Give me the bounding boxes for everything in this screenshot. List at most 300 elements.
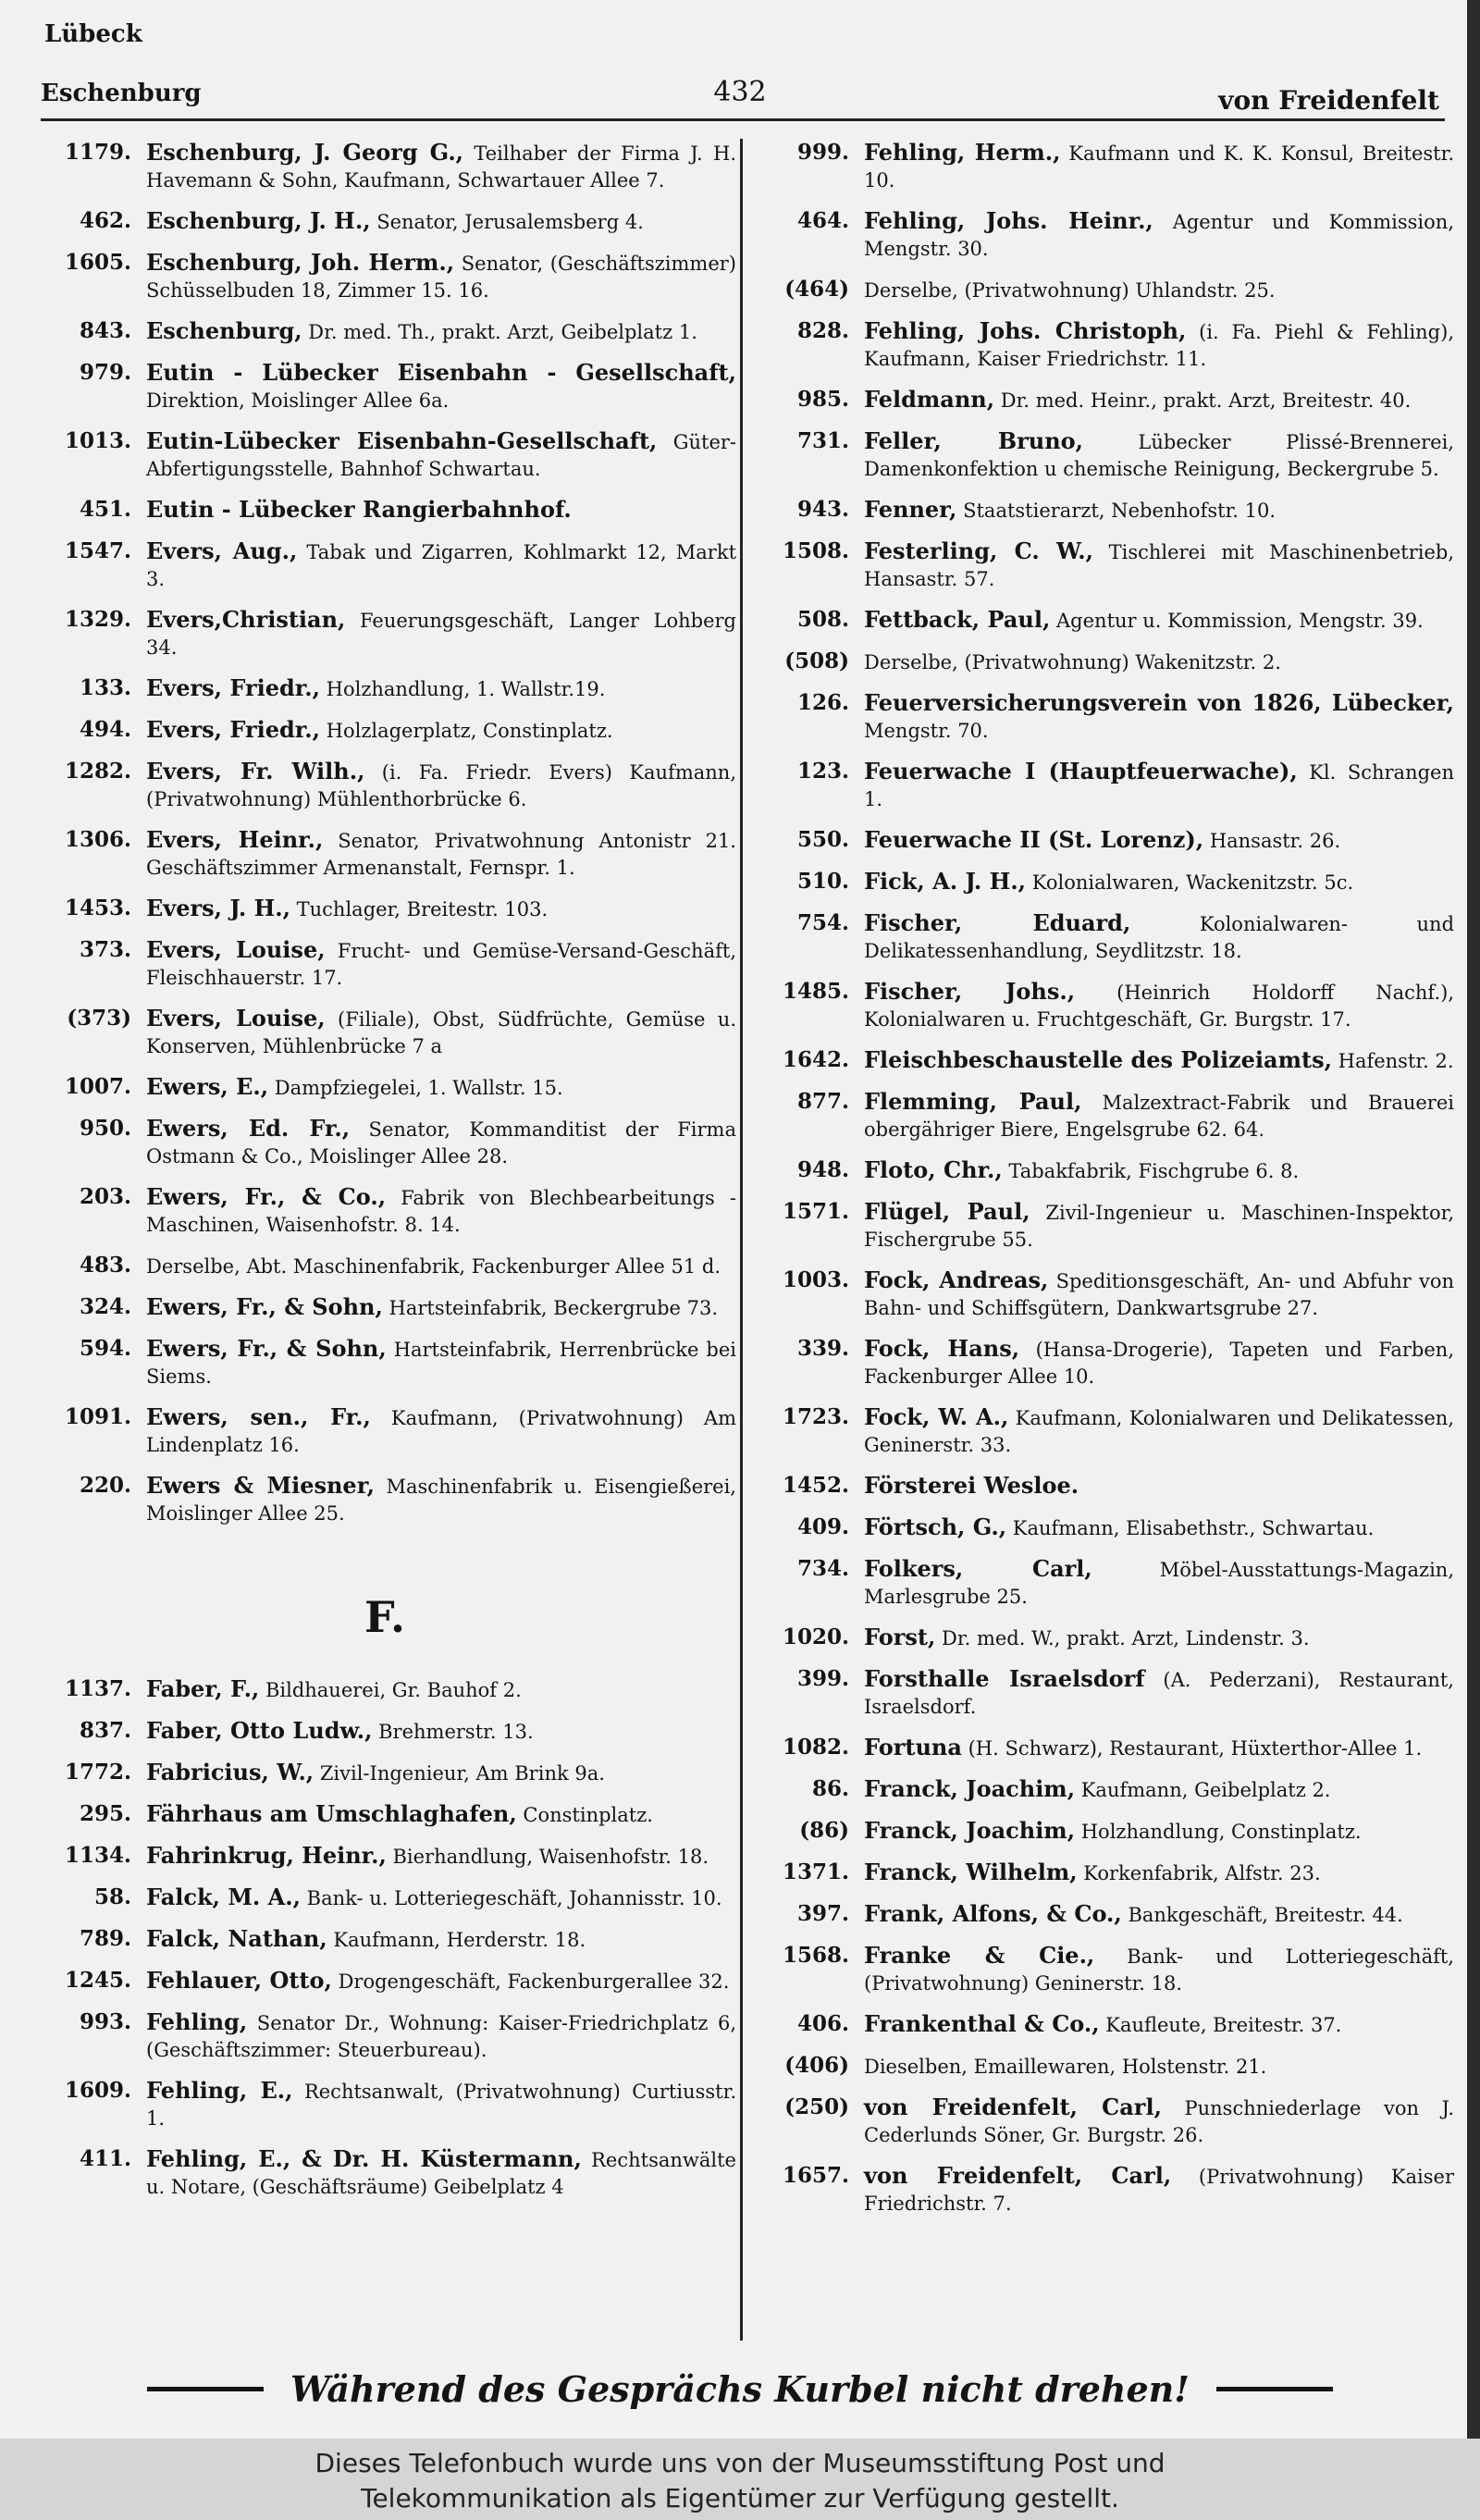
directory-entry: [751, 1266, 1454, 1322]
directory-entry: [751, 2010, 1454, 2039]
entry-name: Flügel, Paul,: [864, 1198, 1030, 1225]
entry-body: [864, 386, 1454, 414]
entry-name: Ewers, E.,: [146, 1073, 269, 1100]
entry-number: 734.: [796, 1556, 849, 1581]
directory-entry: [33, 1759, 736, 1787]
entry-body: [146, 2077, 736, 2132]
directory-entry: [33, 936, 736, 992]
entry-details: Punschniederlage von J. Cederlunds Söner, Gr. Burgstr. 26.: [864, 2097, 1455, 2146]
directory-entry: [751, 1156, 1454, 1185]
entry-name: Faber, F.,: [146, 1675, 260, 1702]
entry-number: 373.: [79, 937, 131, 962]
entry-body: [864, 1335, 1454, 1390]
entry-name: Fehling, E., & Dr. H. Küstermann,: [146, 2145, 582, 2172]
left-running-head: Eschenburg: [41, 80, 202, 107]
directory-entry: [751, 1472, 1454, 1501]
entry-number: 1134.: [64, 1843, 131, 1868]
entry-number: 339.: [796, 1336, 849, 1361]
directory-entry: [751, 386, 1454, 414]
entry-name: Fenner,: [864, 496, 957, 523]
entry-details: Kaufmann, Elisabethstr., Schwartau.: [1006, 1517, 1375, 1539]
entry-body: [864, 1555, 1454, 1611]
entry-body: [864, 2010, 1454, 2039]
entry-number: 731.: [796, 428, 849, 453]
entry-name: Frankenthal & Co.,: [864, 2010, 1100, 2037]
entry-body: [864, 1198, 1454, 1254]
entry-name: Evers, Heinr.,: [146, 826, 324, 853]
entry-name: Franck, Joachim,: [864, 1817, 1076, 1844]
entry-details: Senator, (Geschäftszimmer) Schüsselbuden 18, Zimmer 15. 16.: [146, 253, 737, 302]
entry-name: Ewers, Fr., & Sohn,: [146, 1293, 383, 1320]
entry-body: [864, 317, 1454, 373]
entry-body: [864, 276, 1454, 304]
entry-details: Holzhandlung, Constinplatz.: [1075, 1821, 1362, 1843]
directory-entry: [751, 1817, 1454, 1846]
entry-name: Fock, Hans,: [864, 1335, 1020, 1362]
entry-number: 754.: [796, 910, 849, 935]
directory-entry: [33, 249, 736, 304]
entry-body: [864, 1046, 1454, 1075]
directory-entry: [33, 359, 736, 414]
entry-number: 1329.: [64, 607, 131, 632]
entry-details: Bankgeschäft, Breitestr. 44.: [1121, 1904, 1403, 1926]
entry-body: [864, 537, 1454, 593]
entry-details: Rechtsanwalt, (Privatwohnung) Curtiusstr. 1.: [146, 2081, 737, 2130]
entry-body: [146, 1800, 736, 1829]
entry-name: Evers, J. H.,: [146, 895, 290, 921]
entry-body: [864, 1859, 1454, 1887]
entry-name: Falck, Nathan,: [146, 1925, 327, 1952]
directory-entry: [33, 537, 736, 593]
entry-details: Dieselben, Emaillewaren, Holstenstr. 21.: [864, 2056, 1267, 2078]
entry-name: Fehlauer, Otto,: [146, 1967, 332, 1994]
directory-entry: [751, 1513, 1454, 1542]
directory-entry: [33, 1073, 736, 1102]
entry-details: Kaufmann, Kolonialwaren und Delikatessen, Geninerstr. 33.: [864, 1407, 1454, 1456]
entry-number: 828.: [796, 318, 849, 343]
directory-entry: [751, 1942, 1454, 1997]
entry-details: Malzextract-Fabrik und Brauerei obergähriger Biere, Engelsgrube 62. 64.: [864, 1092, 1454, 1141]
directory-entry: [33, 1115, 736, 1170]
entry-details: Holzhandlung, 1. Wallstr.19.: [319, 678, 606, 700]
entry-number: 510.: [796, 869, 849, 894]
entry-number: 1772.: [64, 1760, 131, 1785]
entry-details: Speditionsgeschäft, An- und Abfuhr von Bahn- und Schiffsgütern, Dankwartsgrube 27.: [864, 1270, 1454, 1319]
entry-details: Senator Dr., Wohnung: Kaiser-Friedrichplatz 6, (Geschäftszimmer: Steuerbureau).: [146, 2012, 736, 2061]
entry-body: [146, 2008, 736, 2064]
entry-body: [146, 1884, 736, 1912]
entry-body: [864, 909, 1454, 965]
entry-number: 1571.: [782, 1199, 849, 1224]
entry-name: Forsthalle Israelsdorf: [864, 1665, 1145, 1692]
entry-details: Tuchlager, Breitestr. 103.: [290, 898, 549, 920]
entry-number: 1508.: [782, 538, 849, 563]
entry-name: von Freidenfelt, Carl,: [864, 2094, 1162, 2120]
entry-body: [146, 1073, 736, 1102]
entry-name: Fortuna: [864, 1734, 962, 1760]
entry-details: Bierhandlung, Waisenhofstr. 18.: [386, 1846, 709, 1868]
footer-dash-left: [147, 2387, 264, 2391]
entry-body: [146, 936, 736, 992]
entry-body: [146, 674, 736, 703]
entry-name: Fehling, Herm.,: [864, 139, 1061, 166]
entry-body: [146, 1005, 736, 1060]
entry-body: [864, 978, 1454, 1033]
entry-details: Kaufmann und K. K. Konsul, Breitestr. 10.: [864, 142, 1454, 191]
column-divider: [740, 139, 743, 2341]
entry-number: 324.: [79, 1294, 131, 1319]
directory-entry: [33, 606, 736, 661]
entry-body: [864, 1817, 1454, 1846]
entry-name: Fehling, E.,: [146, 2077, 293, 2104]
entry-details: (Hansa-Drogerie), Tapeten und Farben, Fackenburger Allee 10.: [864, 1339, 1455, 1388]
entry-body: [146, 1842, 736, 1871]
entry-details: Derselbe, (Privatwohnung) Wakenitzstr. 2.: [864, 651, 1281, 673]
entry-details: (Privatwohnung) Kaiser Friedrichstr. 7.: [864, 2166, 1454, 2215]
entry-body: [146, 139, 736, 194]
entry-details: Brehmerstr. 13.: [372, 1721, 534, 1743]
entry-name: Fehling, Johs. Christoph,: [864, 317, 1187, 344]
entry-body: [146, 537, 736, 593]
entry-details: Hartsteinfabrik, Herrenbrücke bei Siems.: [146, 1339, 736, 1388]
entry-body: [864, 1156, 1454, 1185]
entry-name: Fischer, Eduard,: [864, 909, 1131, 936]
entry-name: Evers, Louise,: [146, 1005, 326, 1031]
entry-details: Kl. Schrangen 1.: [864, 761, 1454, 810]
entry-details: Agentur u. Kommission, Mengstr. 39.: [1050, 610, 1424, 632]
entry-number: 220.: [79, 1473, 131, 1498]
directory-entry: [33, 1842, 736, 1871]
footer-warning: Während des Gesprächs Kurbel nicht drehen!: [290, 2368, 1190, 2410]
directory-entry: [751, 689, 1454, 745]
entry-details: Bank- und Lotteriegeschäft, (Privatwohnung) Geninerstr. 18.: [864, 1946, 1454, 1995]
entry-number: 1609.: [64, 2078, 131, 2103]
entry-name: Forst,: [864, 1624, 936, 1650]
entry-name: Eschenburg, Joh. Herm.,: [146, 249, 455, 276]
right-running-head: von Freidenfelt: [1218, 85, 1439, 116]
entry-name: Fock, W. A.,: [864, 1403, 1009, 1430]
entry-number: 1371.: [782, 1859, 849, 1884]
directory-entry: [751, 207, 1454, 263]
entry-body: [146, 1252, 736, 1280]
entry-body: [864, 1472, 1454, 1501]
credit-line-2: Telekommunikation als Eigentümer zur Verfügung gestellt.: [361, 2483, 1119, 2514]
directory-entry: [751, 2162, 1454, 2217]
entry-name: Förtsch, G.,: [864, 1513, 1007, 1540]
directory-entry: [751, 2052, 1454, 2081]
entry-number: 411.: [79, 2146, 131, 2171]
directory-entry: [751, 1900, 1454, 1929]
directory-entry: [33, 674, 736, 703]
entry-name: Flemming, Paul,: [864, 1088, 1082, 1115]
entry-number: 1657.: [782, 2163, 849, 2188]
entry-details: Kolonialwaren, Wackenitzstr. 5c.: [1026, 871, 1354, 894]
directory-entry: [751, 139, 1454, 194]
entry-name: Eschenburg,: [146, 317, 302, 344]
entry-body: [864, 427, 1454, 483]
entry-number: (250): [784, 2094, 849, 2119]
directory-entry: [751, 427, 1454, 483]
directory-entry: [751, 1335, 1454, 1390]
entry-number: 1091.: [64, 1404, 131, 1429]
entry-details: Holzlagerplatz, Constinplatz.: [319, 720, 613, 742]
directory-entry: [751, 1775, 1454, 1804]
entry-details: Derselbe, Abt. Maschinenfabrik, Fackenburger Allee 51 d.: [146, 1255, 722, 1278]
entry-details: Rechtsanwälte u. Notare, (Geschäftsräume) Geibelplatz 4: [146, 2149, 736, 2198]
entry-details: Dr. med. Heinr., prakt. Arzt, Breitestr. 40.: [994, 389, 1412, 412]
entry-body: [864, 758, 1454, 813]
entry-number: 1082.: [782, 1735, 849, 1760]
entry-name: Franck, Wilhelm,: [864, 1859, 1078, 1885]
directory-entry: [33, 1005, 736, 1060]
directory-entry: [33, 2077, 736, 2132]
entry-name: Fehling,: [146, 2008, 248, 2035]
entry-details: Tischlerei mit Maschinenbetrieb, Hansastr. 57.: [864, 541, 1454, 590]
entry-name: Ewers, sen., Fr.,: [146, 1403, 371, 1430]
entry-details: Senator, Privatwohnung Antonistr 21. Geschäftszimmer Armenanstalt, Fernspr. 1.: [146, 830, 736, 879]
directory-entry: [33, 496, 736, 525]
entry-body: [864, 2162, 1454, 2217]
entry-number: 397.: [796, 1901, 849, 1926]
directory-entry: [33, 1967, 736, 1995]
entry-name: Fettback, Paul,: [864, 606, 1051, 633]
directory-entry: [33, 207, 736, 236]
entry-name: Feldmann,: [864, 386, 995, 413]
directory-entry: [751, 1403, 1454, 1459]
entry-details: Korkenfabrik, Alfstr. 23.: [1077, 1862, 1321, 1884]
entry-details: Mengstr. 70.: [864, 720, 989, 742]
entry-body: [146, 2145, 736, 2201]
directory-entry: [33, 139, 736, 194]
entry-details: Staatstierarzt, Nebenhofstr. 10.: [956, 500, 1276, 522]
entry-name: Fischer, Johs.,: [864, 978, 1076, 1005]
entry-number: 295.: [79, 1801, 131, 1826]
entry-number: 999.: [796, 140, 849, 165]
entry-details: (Filiale), Obst, Südfrüchte, Gemüse u. Konserven, Mühlenbrücke 7 a: [146, 1008, 737, 1057]
entry-number: 877.: [796, 1089, 849, 1114]
entry-details: Zivil-Ingenieur, Am Brink 9a.: [314, 1762, 605, 1785]
entry-number: 948.: [796, 1157, 849, 1182]
directory-entry: [751, 648, 1454, 676]
directory-entry: [751, 826, 1454, 855]
entry-body: [146, 207, 736, 236]
entry-details: Drogengeschäft, Fackenburgerallee 32.: [331, 1970, 730, 1993]
directory-entry: [751, 606, 1454, 635]
directory-entry: [751, 1665, 1454, 1721]
entry-body: [146, 1403, 736, 1459]
header-rule: [41, 118, 1445, 121]
entry-name: Evers, Aug.,: [146, 537, 298, 564]
entry-body: [146, 1335, 736, 1390]
entry-number: 86.: [811, 1776, 849, 1801]
entry-number: 985.: [796, 387, 849, 412]
entry-details: Tabak und Zigarren, Kohlmarkt 12, Markt 3.: [146, 541, 737, 590]
entry-number: 494.: [79, 717, 131, 742]
entry-body: [146, 895, 736, 923]
entry-body: [146, 359, 736, 414]
entry-body: [864, 1900, 1454, 1929]
directory-entry: [751, 868, 1454, 896]
directory-entry: [751, 1088, 1454, 1143]
entry-number: 399.: [796, 1666, 849, 1691]
entry-number: 1568.: [782, 1943, 849, 1968]
directory-entry: [751, 1624, 1454, 1652]
entry-name: Feuerversicherungsverein von 1826, Lübecker,: [864, 689, 1454, 716]
entry-body: [864, 1403, 1454, 1459]
entry-body: [864, 1942, 1454, 1997]
entry-details: Güter-Abfertigungsstelle, Bahnhof Schwartau.: [146, 431, 736, 480]
entry-body: [864, 868, 1454, 896]
entry-name: Festerling, C. W.,: [864, 537, 1093, 564]
footer-dash-right: [1216, 2387, 1333, 2391]
entry-number: 1007.: [64, 1074, 131, 1099]
entry-number: 1020.: [782, 1624, 849, 1649]
entry-body: [864, 1665, 1454, 1721]
directory-entry: [751, 317, 1454, 373]
entry-details: Kolonialwaren- und Delikatessenhandlung, Seydlitzstr. 18.: [864, 913, 1455, 962]
entry-details: Feuerungsgeschäft, Langer Lohberg 34.: [146, 610, 736, 659]
entry-name: Falck, M. A.,: [146, 1884, 301, 1910]
entry-body: [146, 249, 736, 304]
entry-body: [864, 648, 1454, 676]
entry-body: [146, 1967, 736, 1995]
entry-body: [146, 496, 736, 525]
entry-body: [864, 1624, 1454, 1652]
left-entry-list-f: [33, 1675, 736, 2201]
entry-body: [146, 758, 736, 813]
entry-number: 943.: [796, 497, 849, 522]
directory-entry: [751, 1198, 1454, 1254]
entry-number: 1137.: [64, 1676, 131, 1701]
directory-entry: [33, 317, 736, 346]
entry-body: [146, 1675, 736, 1704]
credit-line-1: Dieses Telefonbuch wurde uns von der Museumsstiftung Post und: [314, 2448, 1166, 2478]
directory-entry: [33, 1800, 736, 1829]
entry-name: Eutin - Lübecker Rangierbahnhof.: [146, 496, 572, 523]
directory-entry: [33, 1675, 736, 1704]
entry-body: [864, 207, 1454, 263]
directory-entry: [751, 978, 1454, 1033]
directory-entry: [751, 1555, 1454, 1611]
entry-details: (Heinrich Holdorff Nachf.), Kolonialwaren u. Fruchtgeschäft, Gr. Burgstr. 17.: [864, 982, 1454, 1031]
entry-number: 1179.: [64, 140, 131, 165]
entry-details: Kaufmann, Herderstr. 18.: [327, 1929, 586, 1951]
directory-entry: [751, 909, 1454, 965]
directory-entry: [33, 1884, 736, 1912]
entry-number: 993.: [79, 2009, 131, 2034]
entry-details: (A. Pederzani), Restaurant, Israelsdorf.: [864, 1669, 1454, 1718]
directory-entry: [33, 895, 736, 923]
directory-entry: [751, 2094, 1454, 2149]
entry-number: 1306.: [64, 827, 131, 852]
entry-number: 837.: [79, 1718, 131, 1743]
entry-name: Franck, Joachim,: [864, 1775, 1076, 1802]
entry-number: 58.: [93, 1884, 131, 1909]
right-entry-list: [751, 139, 1454, 2217]
entry-body: [146, 1717, 736, 1746]
directory-entry: [33, 1293, 736, 1322]
entry-number: 1282.: [64, 759, 131, 784]
entry-details: Kaufmann, (Privatwohnung) Am Lindenplatz 16.: [146, 1407, 737, 1456]
entry-body: [864, 496, 1454, 525]
entry-details: (i. Fa. Piehl & Fehling), Kaufmann, Kaiser Friedrichstr. 11.: [864, 321, 1454, 370]
entry-name: Faber, Otto Ludw.,: [146, 1717, 373, 1744]
entry-number: 406.: [796, 2011, 849, 2036]
entry-details: Kaufleute, Breitestr. 37.: [1099, 2014, 1342, 2036]
entry-name: Evers,Christian,: [146, 606, 346, 633]
entry-details: Direktion, Moislinger Allee 6a.: [146, 389, 450, 412]
entry-number: (373): [67, 1006, 131, 1031]
entry-number: 1452.: [782, 1473, 849, 1498]
directory-entry: [33, 1717, 736, 1746]
entry-details: Hafenstr. 2.: [1331, 1050, 1454, 1072]
left-column: [33, 139, 736, 2214]
directory-entry: [751, 496, 1454, 525]
entry-number: 1485.: [782, 979, 849, 1004]
entry-number: (464): [784, 277, 849, 302]
left-entry-list: [33, 139, 736, 1527]
entry-number: 1547.: [64, 538, 131, 563]
entry-body: [146, 427, 736, 483]
entry-details: Derselbe, (Privatwohnung) Uhlandstr. 25.: [864, 279, 1276, 302]
section-letter: F.: [364, 1592, 406, 1642]
entry-name: Fick, A. J. H.,: [864, 868, 1027, 895]
entry-details: Lübecker Plissé-Brennerei, Damenkonfektion u chemische Reinigung, Beckergrube 5.: [864, 431, 1454, 480]
entry-number: 1723.: [782, 1404, 849, 1429]
entry-name: von Freidenfelt, Carl,: [864, 2162, 1172, 2189]
entry-details: Dr. med. W., prakt. Arzt, Lindenstr. 3.: [935, 1627, 1310, 1649]
entry-details: Senator, Kommanditist der Firma Ostmann & Co., Moislinger Allee 28.: [146, 1118, 736, 1167]
entry-number: 1245.: [64, 1968, 131, 1993]
entry-body: [864, 1266, 1454, 1322]
entry-body: [146, 1183, 736, 1239]
entry-name: Floto, Chr.,: [864, 1156, 1003, 1183]
entry-name: Ewers, Fr., & Sohn,: [146, 1335, 387, 1362]
entry-name: Folkers, Carl,: [864, 1555, 1092, 1582]
entry-name: Ewers, Ed. Fr.,: [146, 1115, 351, 1142]
page-edge: [1467, 0, 1480, 2439]
entry-details: Dr. med. Th., prakt. Arzt, Geibelplatz 1.: [302, 321, 697, 343]
entry-body: [146, 716, 736, 745]
entry-body: [864, 1734, 1454, 1762]
directory-entry: [33, 1335, 736, 1390]
entry-name: Fock, Andreas,: [864, 1266, 1049, 1293]
entry-number: 126.: [796, 690, 849, 715]
entry-body: [864, 1513, 1454, 1542]
directory-entry: [33, 2008, 736, 2064]
entry-details: Hansastr. 26.: [1203, 830, 1341, 852]
entry-body: [864, 826, 1454, 855]
entry-details: Agentur und Kommission, Mengstr. 30.: [864, 211, 1454, 260]
entry-name: Eschenburg, J. Georg G.,: [146, 139, 464, 166]
entry-details: Dampfziegelei, 1. Wallstr. 15.: [268, 1077, 563, 1099]
entry-number: 950.: [79, 1116, 131, 1141]
entry-details: Fabrik von Blechbearbeitungs - Maschinen, Waisenhofstr. 8. 14.: [146, 1187, 736, 1236]
entry-details: Zivil-Ingenieur u. Maschinen-Inspektor, Fischergrube 55.: [864, 1202, 1455, 1251]
entry-number: 1003.: [782, 1267, 849, 1292]
entry-details: Tabakfabrik, Fischgrube 6. 8.: [1002, 1160, 1300, 1182]
entry-details: Bank- u. Lotteriegeschäft, Johannisstr. 10.: [300, 1887, 722, 1909]
entry-name: Fährhaus am Umschlaghafen,: [146, 1800, 517, 1827]
footer-warning-line: [0, 2368, 1480, 2410]
entry-number: 1642.: [782, 1047, 849, 1072]
entry-name: Franke & Cie.,: [864, 1942, 1095, 1969]
entry-number: (406): [784, 2053, 849, 2078]
directory-entry: [33, 1183, 736, 1239]
entry-details: Bildhauerei, Gr. Bauhof 2.: [259, 1679, 522, 1701]
entry-name: Evers, Friedr.,: [146, 674, 320, 701]
directory-entry: [33, 758, 736, 813]
